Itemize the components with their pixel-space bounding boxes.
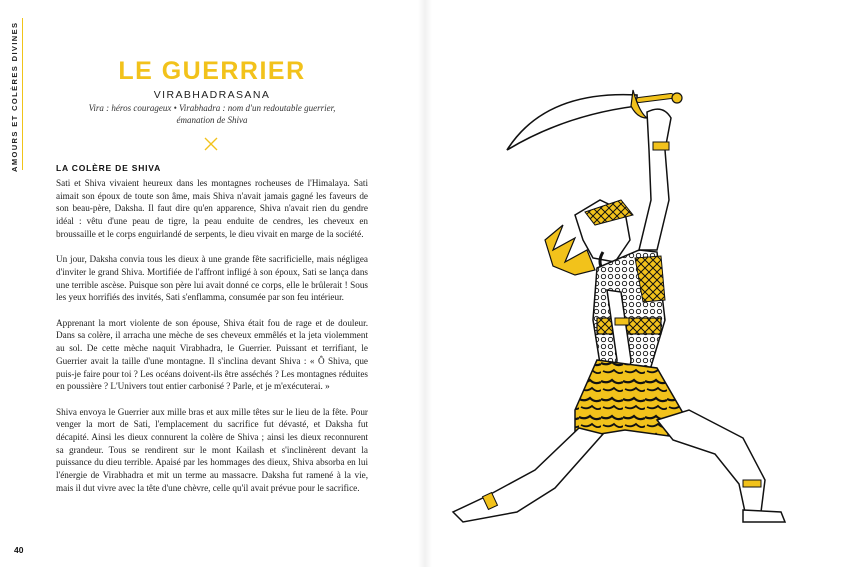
- right-page: [425, 0, 850, 567]
- story-body: [56, 177, 368, 507]
- paragraph-1: Sati et Shiva vivaient heureux dans les montagnes rocheuses de l'Himalaya. Sati aimait son époux de toute son âme, mais Shiva n'avait jamais gagné les faveurs de son beau-père, Daksha. Il faut dire qu'en apparence, Shiva n'avait rien du gendre idéal : vêtu d'une peau de tigre, la peau enduite de cendres, les cheveux en broussaille et le corps enguirlandé de serpents, le dieu vivait en marge de la société.: [56, 178, 368, 239]
- paragraph-4: Shiva envoya le Guerrier aux mille bras et aux mille têtes sur le lieu de la fête. Pour venger la mort de Sati, l'emplacement du sacrifice fut dévasté, et Daksha fut décapité. Ainsi les dieux connurent la colère de Shiva ; ainsi les dieux reconnurent sa grandeur. Tous se rendirent sur le mont Kailash et s'inclinèrent devant la puissance du dieu terrible. Apaisé par les hommages des dieux, Shiva absorba en lui l'énergie de Virabhadra et mit un terme au massacre. Daksha fut ramené à la vie, mais il dut vivre avec la tête d'une chèvre, celle qu'il avait prévue pour le sacrifice.: [56, 406, 368, 493]
- cross-ornament-icon: [203, 136, 219, 152]
- running-head-rule: [22, 18, 23, 170]
- running-head-text: AMOURS ET COLÈRES DIVINES: [10, 21, 19, 172]
- chapter-title: LE GUERRIER: [118, 57, 306, 85]
- section-heading: LA COLÈRE DE SHIVA: [56, 163, 162, 173]
- paragraph-2: Un jour, Daksha convia tous les dieux à une grande fête sacrificielle, mais négligea d'inviter le grand Shiva. Mortifiée de l'affront infligé à son époux, Sati se lança dans une terrible ascèse. Puisque son père lui avait donné ce corps, elle le brûlerait ! Sous les yeux horrifiés des invités, Sati s'enflamma, consumée par son feu intérieur.: [56, 254, 368, 303]
- chapter-subtitle: VIRABHADRASANA: [153, 89, 271, 101]
- paragraph-3: Apprenant la mort violente de son épouse, Shiva était fou de rage et de douleur. Dans sa colère, il arracha une mèche de ses cheveux emmêlés et la jeta violemment au sol. De cette mèche naquit Virabhadra, le Guerrier. Puissant et terrifiant, le Guerrier avait la taille d'une montagne. Il s'inclina devant Shiva : « Ô Shiva, que puis-je faire pour toi ? Les océans doivent-ils être asséchés ? Les montagnes réduites en poussière ? L'Univers tout entier carbonisé ? Parle, et je m'exécuterai. »: [56, 317, 368, 392]
- warrior-pose-illustration: [425, 0, 850, 567]
- etymology-gloss: Vira : héros courageux • Virabhadra : nom d'un redoutable guerrier, émanation de Shiva: [88, 103, 336, 125]
- page-number: 40: [14, 545, 24, 555]
- running-head: [10, 22, 22, 172]
